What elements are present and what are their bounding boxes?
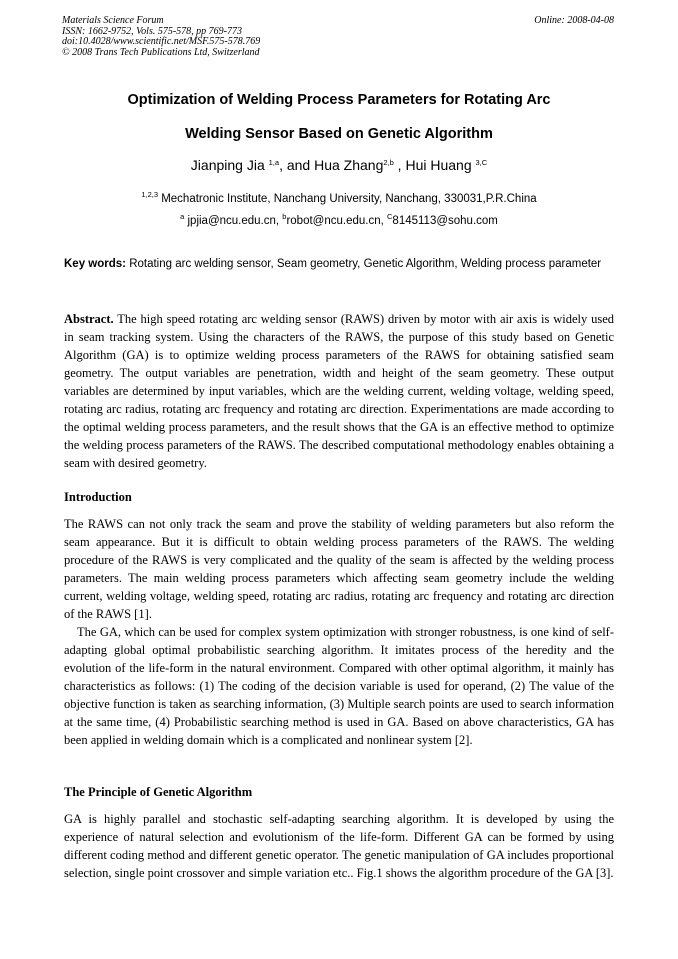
affiliation-superscript: 1,2,3	[141, 190, 159, 199]
keywords-text: Rotating arc welding sensor, Seam geometry, Genetic Algorithm, Welding process parameter	[126, 258, 602, 270]
email-link[interactable]: 8145113@sohu.com	[392, 215, 498, 227]
abstract-text: The high speed rotating arc welding sensor (RAWS) driven by motor with air axis is widely used in seam tracking system. Using the characters of the RAWS, the purpose of this study based on Genetic Algorithm (GA) is to optimize welding process parameters of the RAWS for obtaining satisfied seam geometry. The output variables are penetration, width and height of the seam geometry. These output variables are determined by input variables, which are the welding current, welding voltage, welding speed, rotating arc radius, rotating arc frequency and rotating arc direction. Experimentations are made according to the optimal welding process parameters, and the result shows that the GA is an effective method to optimize the welding process parameters of the RAWS. The described computational methodology enables obtaining a seam with desired geometry.	[64, 312, 614, 470]
issn-line: ISSN: 1662-9752, Vols. 575-578, pp 769-773	[62, 25, 242, 37]
email-superscript: C	[387, 212, 393, 221]
abstract-label: Abstract.	[64, 312, 114, 326]
introduction-paragraph-2: The GA, which can be used for complex system optimization with stronger robustness, is one kind of self-adapting global optimal probabilistic searching algorithm. It imitates process of the heredity and the evolution of the life-form in the natural environment. Compared with other optimal algorithm, it mainly has characteristics as follows: (1) The coding of the decision variable is used for operand, (2) The value of the objective function is taken as searching information, (3) Multiple search points are used to search information at the same time, (4) Probabilistic searching method is used in GA. Based on above characteristics, GA has been applied in welding domain which is a complicated and nonlinear system [2].	[64, 625, 614, 747]
email-superscript: a	[180, 212, 185, 221]
email-link[interactable]: robot@ncu.edu.cn,	[286, 215, 387, 227]
journal-name: Materials Science Forum	[62, 15, 164, 26]
paper-title-line-1: Optimization of Welding Process Parameters for Rotating Arc	[127, 92, 551, 108]
introduction-paragraph-1: The RAWS can not only track the seam and prove the stability of welding parameters but also reform the seam appearance. But it is difficult to obtain welding process parameters of the RAWS. The welding procedure of the RAWS is very complicated and the quality of the seam is affected by the welding process parameters. The main welding process parameters which affecting seam geometry include the welding current, welding voltage, welding speed, rotating arc radius, rotating arc frequency and rotating arc direction of the RAWS [1].	[64, 517, 614, 621]
email-list	[40, 212, 638, 227]
keywords	[64, 255, 614, 273]
author-superscript: 3,C	[475, 158, 488, 167]
copyright-line: © 2008 Trans Tech Publications Ltd, Switzerland	[62, 46, 260, 58]
author-superscript: 2,b	[383, 158, 394, 167]
author-name: , Hui Huang	[393, 157, 476, 173]
doi-line[interactable]: doi:10.4028/www.scientific.net/MSF.575-578.769	[62, 36, 261, 47]
online-date: Online: 2008-04-08	[534, 15, 614, 26]
email-link[interactable]: jpjia@ncu.edu.cn,	[184, 215, 283, 227]
section-heading-introduction: Introduction	[64, 490, 132, 504]
email-superscript: b	[282, 212, 287, 221]
paper-title-line-2: Welding Sensor Based on Genetic Algorithm	[185, 126, 493, 142]
section-heading-principle: The Principle of Genetic Algorithm	[64, 785, 253, 799]
author-name: , and Hua Zhang	[279, 157, 384, 173]
author-list	[40, 157, 638, 173]
journal-header	[62, 16, 260, 58]
author-name: Jianping Jia	[190, 157, 269, 173]
principle-paragraph-1: GA is highly parallel and stochastic self-adapting searching algorithm. It is developed by using the experience of natural selection and evolutionism of the life-form. Different GA can be formed by using different coding method and different genetic operator. The genetic manipulation of GA includes proportional selection, single point crossover and simple variation etc.. Fig.1 shows the algorithm procedure of the GA [3].	[64, 812, 614, 880]
affiliation-text: Mechatronic Institute, Nanchang University, Nanchang, 330031,P.R.China	[158, 193, 537, 205]
keywords-label: Key words:	[64, 258, 126, 270]
author-superscript: 1,a	[268, 158, 280, 167]
abstract	[64, 310, 614, 472]
affiliation	[40, 190, 638, 205]
